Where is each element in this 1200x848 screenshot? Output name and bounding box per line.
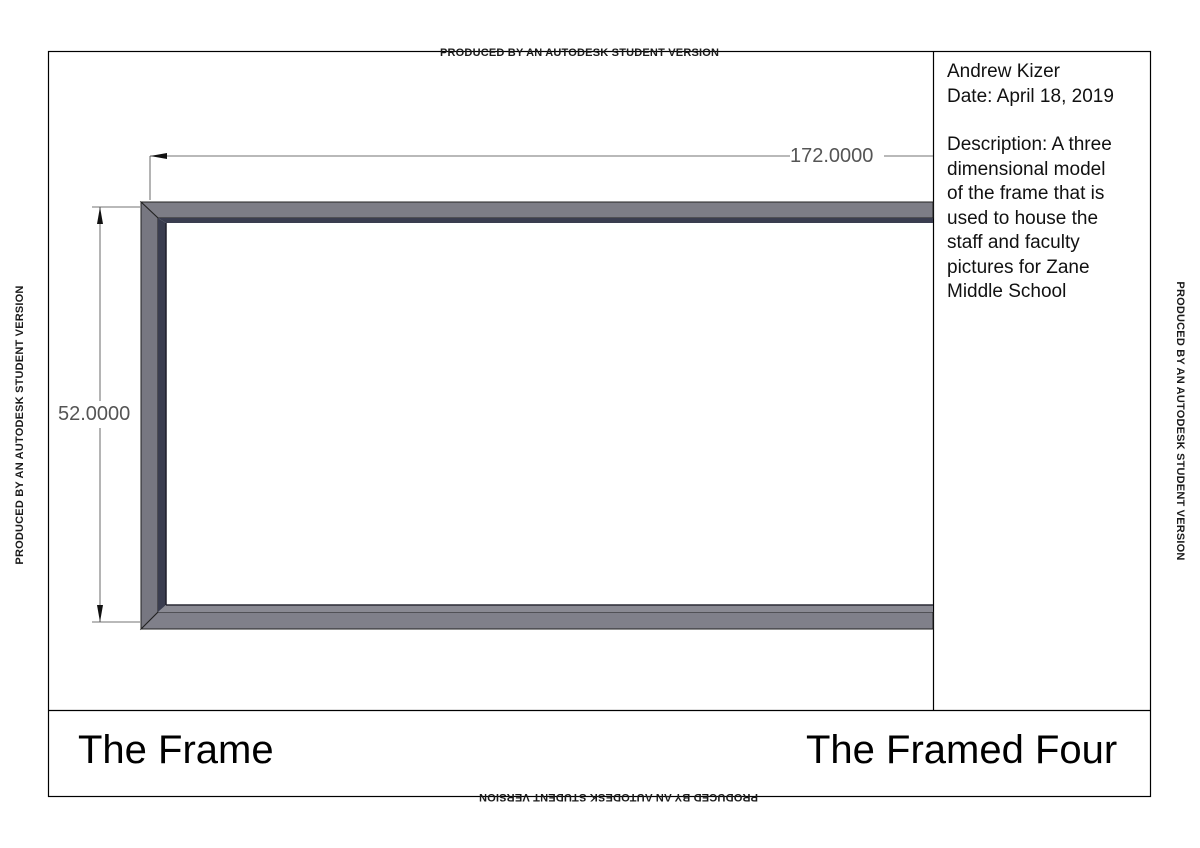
frame-bottom-inner-edge [158, 605, 933, 612]
frame-top-inner-shadow [158, 218, 933, 223]
description-line: dimensional model [947, 158, 1106, 180]
description-line: pictures for Zane [947, 256, 1090, 278]
height-dimension-arrow-bottom [97, 605, 103, 622]
width-dimension-label: 172.0000 [790, 145, 874, 167]
watermark-right: PRODUCED BY AN AUTODESK STUDENT VERSION [1174, 281, 1186, 561]
author-name: Andrew Kizer [947, 61, 1060, 82]
description-line: Middle School [947, 281, 1067, 302]
description-line: of the frame that is [947, 183, 1105, 204]
frame-left-bar [141, 202, 158, 629]
watermark-bottom: PRODUCED BY AN AUTODESK STUDENT VERSION [478, 791, 758, 803]
watermark-left: PRODUCED BY AN AUTODESK STUDENT VERSION [14, 285, 26, 565]
watermark-top: PRODUCED BY AN AUTODESK STUDENT VERSION [440, 47, 720, 59]
frame-bottom-bar [141, 612, 933, 629]
drawing-title: The Frame [78, 728, 274, 772]
height-dimension-arrow-top [97, 207, 103, 224]
description-line: Description: A three [947, 134, 1112, 155]
description-line: used to house the [947, 207, 1099, 229]
description-line: staff and faculty [947, 232, 1080, 253]
drawing-date: Date: April 18, 2019 [947, 85, 1114, 107]
height-dimension-label: 52.0000 [58, 403, 131, 425]
frame-model [141, 202, 933, 629]
frame-left-inner-shadow [158, 218, 166, 612]
team-name: The Framed Four [806, 728, 1118, 772]
frame-top-bar [141, 202, 933, 218]
info-panel [947, 60, 1147, 305]
width-dimension-arrow [150, 153, 167, 159]
